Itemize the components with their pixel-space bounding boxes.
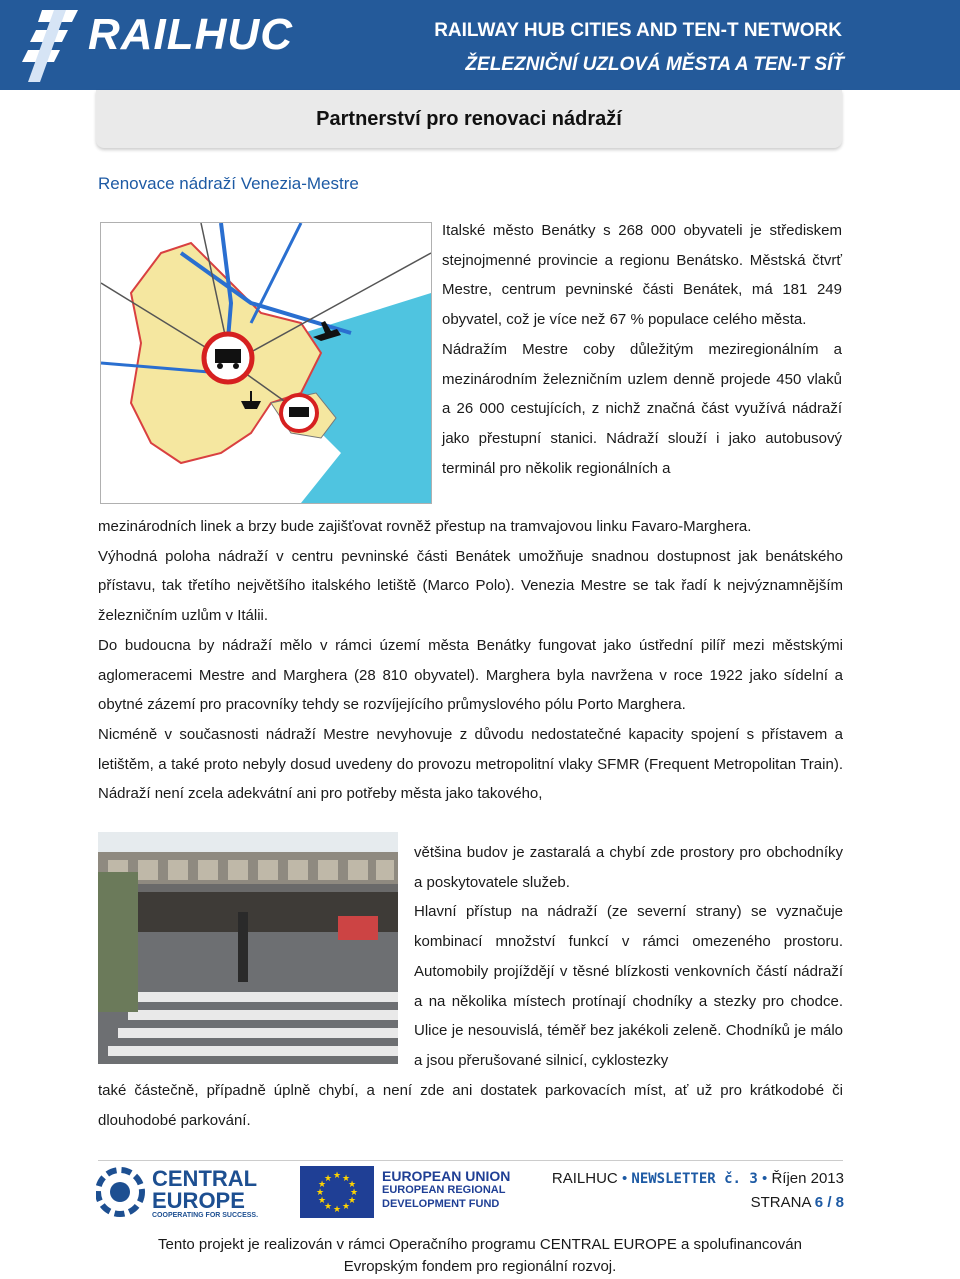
svg-text:★: ★ [341,1202,351,1212]
newsletter-date: Říjen 2013 [771,1170,844,1187]
svg-text:★: ★ [347,1180,357,1190]
eu-flag-icon [300,1166,374,1218]
page-separator: / [827,1194,832,1211]
paragraph-access: Hlavní přístup na nádraží (ze severní strany) se vyznačuje kombinací množství funkcí v rámci omezeného prostoru. Automobily projíždějí v těsné blízkosti venkovních částí nádraží a na několika místech protínají chodníky a stezky pro chodce. Ulice je nesouvislá, téměř bez jakékoli zeleně. Chodníků je málo a jsou přerušované silnicí, cyklostezky [414,903,843,1069]
svg-text:★: ★ [323,1202,333,1212]
page-current: 6 [814,1194,824,1211]
eu-label-3: DEVELOPMENT FUND [382,1198,500,1210]
central-europe-name-1: CENTRAL [152,1166,258,1191]
svg-text:★: ★ [332,1171,342,1181]
section-title: Renovace nádraží Venezia-Mestre [98,174,359,193]
paragraph-buildings: většina budov je zastaralá a chybí zde prostory pro obchodníky a poskytovatele služeb. [414,844,843,891]
central-europe-name-2: EUROPE [152,1188,245,1213]
paragraph-traffic: Nádražím Mestre coby důležitým meziregionálním a mezinárodním železničním uzlem denně projede 450 vlaků a 26 000 cestujících, z nichž značná část využívá nádraží jako přestupní stanici. Nádraží slouží i jako autobusový terminál pro několik regionálních a [442,340,842,477]
title-banner [96,90,842,148]
page-title: Partnerství pro renovaci nádraží [316,107,622,130]
paragraph-current-issues: Nicméně v současnosti nádraží Mestre nevyhovuje z důvodu nedostatečné kapacity spojení s přístavem a letištěm, a také proto nebyly dosud uvedeny do provozu metropolitní vlaky SFMR (Frequent Metropolitan Train). Nádraží není zcela adekvátní ani pro potřeby města jako takového, [98,725,843,803]
venice-map-image [100,222,432,504]
central-europe-tagline: COOPERATING FOR SUCCESS. [152,1212,259,1219]
logo-text: RAILHUC [88,10,293,59]
header-title-cz: ŽELEZNIČNÍ UZLOVÁ MĚSTA A TEN-T SÍŤ [465,54,844,75]
svg-text:★: ★ [315,1188,325,1198]
page-header [0,0,960,90]
svg-text:★: ★ [332,1205,342,1215]
page-number [751,1194,844,1211]
svg-text:★: ★ [347,1196,357,1206]
closing-paragraph [98,1076,843,1135]
page-label: STRANA [750,1194,811,1211]
railhuc-logo-icon [20,4,80,84]
svg-text:★: ★ [323,1174,333,1184]
svg-text:★: ★ [317,1180,327,1190]
paragraph-population: Italské město Benátky s 268 000 obyvateli je střediskem stejnojmenné provincie a regionu Benátsko. Městská čtvrť Mestre, centrum pevninské části Benátek, má 181 249 obyvatel, což je více než 67 % populace celého města. [442,222,842,329]
eu-label-1: EUROPEAN UNION [382,1168,511,1184]
photo-side-paragraphs [414,838,843,1076]
eu-label-2: EUROPEAN REGIONAL [382,1184,506,1196]
newsletter-info [552,1170,844,1187]
paragraph-parking: také částečně, případně úplně chybí, a není zde ani dostatek parkovacích míst, ať už pro krátkodobé či dlouhodobé parkování. [98,1082,843,1129]
station-photo [98,832,398,1064]
svg-text:★: ★ [349,1188,359,1198]
funding-note-line1: Tento projekt je realizován v rámci Operačního programu CENTRAL EUROPE a spolufinancován [158,1236,802,1253]
svg-text:★: ★ [317,1196,327,1206]
newsletter-prefix: RAILHUC [551,1170,618,1187]
newsletter-issue: NEWSLETTER č. 3 [631,1171,758,1187]
main-paragraphs [98,512,843,809]
bullet-separator: • [621,1170,628,1187]
funding-note-line2: Evropským fondem pro regionální rozvoj. [343,1258,617,1275]
paragraph-location: Výhodná poloha nádraží v centru pevninské části Benátek umožňuje snadnou dostupnost jak benátského přístavu, tak třetího největšího italského letiště (Marco Polo). Venezia Mestre se tak řadí k nejvýznamnějším železničním uzlům v Itálii. [98,547,843,625]
header-title-en: RAILWAY HUB CITIES AND TEN-T NETWORK [434,20,842,41]
paragraph-future: Do budoucna by nádraží mělo v rámci území města Benátky fungovat jako ústřední pilíř mezi městskými aglomeracemi Mestre and Marghera (28 810 obyvatel). Marghera byla navržena v roce 1922 jako sídelní a obytné zázemí pro pracovníky tehdy se rozvíjejícího průmyslového pólu Porto Marghera. [98,636,843,714]
page-total: 8 [835,1194,844,1211]
intro-paragraph [442,216,842,483]
footer-divider [98,1160,843,1161]
svg-text:★: ★ [341,1174,351,1184]
bullet-separator: • [762,1170,768,1187]
paragraph-traffic-continued: mezinárodních linek a brzy bude zajišťovat rovněž přestup na tramvajovou linku Favaro-Marghera. [98,518,752,535]
